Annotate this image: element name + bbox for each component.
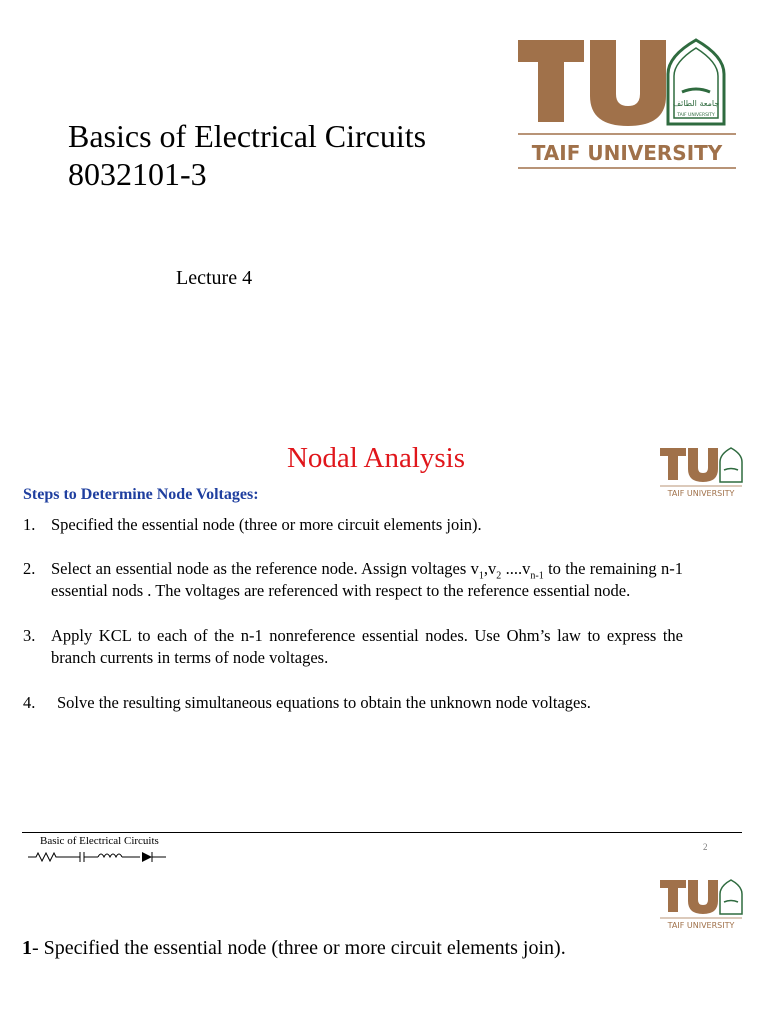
- slide3-step-body: - Specified the essential node (three or more circuit elements join).: [32, 937, 566, 959]
- step-text: Solve the resulting simultaneous equations to obtain the unknown node voltages.: [57, 693, 591, 712]
- footer-label: Basic of Electrical Circuits: [40, 835, 159, 847]
- footer-divider: [22, 832, 742, 833]
- taif-university-logo-small: [658, 878, 744, 932]
- step-text: Apply KCL to each of the n-1 nonreference essential nodes. Use Ohm’s law to express the branch currents in terms of node voltages.: [51, 626, 683, 667]
- logo-wordmark: TAIF UNIVERSITY: [667, 921, 735, 930]
- slide3-step-text: [22, 937, 566, 960]
- taif-university-logo: [516, 36, 738, 172]
- step-text: Select an essential node as the reference node. Assign voltages $v_1,v_2$ $....v_{n-1}$ to the remaining n-1 essential nods . The voltages are referenced with respect to the reference essential node.: [51, 559, 683, 600]
- step-number: 1.: [23, 515, 36, 534]
- step-number: 4.: [23, 693, 36, 712]
- steps-heading: Steps to Determine Node Voltages:: [23, 486, 259, 503]
- circuit-symbols-icon: [28, 850, 168, 864]
- page-number: 2: [703, 842, 708, 852]
- step-number: 3.: [23, 626, 36, 645]
- list-item: [23, 514, 683, 536]
- step-number: 2.: [23, 559, 36, 578]
- step-text: Specified the essential node (three or more circuit elements join).: [51, 515, 482, 534]
- steps-list: [23, 514, 683, 714]
- taif-university-logo-small: [658, 446, 744, 500]
- logo-wordmark: TAIF UNIVERSITY: [531, 141, 723, 165]
- slide-title: Nodal Analysis: [286, 442, 466, 474]
- logo-arabic-text: جامعة الطائف: [672, 99, 720, 108]
- logo-seal-text: TAIF UNIVERSITY: [677, 113, 715, 118]
- list-item: [23, 692, 683, 714]
- course-code: 8032101-3: [68, 156, 207, 192]
- list-item: [23, 625, 683, 669]
- slide3-step-number: 1: [22, 937, 32, 959]
- logo-wordmark: TAIF UNIVERSITY: [667, 489, 735, 498]
- course-title: Basics of Electrical Circuits: [68, 118, 427, 154]
- list-item: [23, 558, 683, 602]
- lecture-number: Lecture 4: [176, 267, 253, 289]
